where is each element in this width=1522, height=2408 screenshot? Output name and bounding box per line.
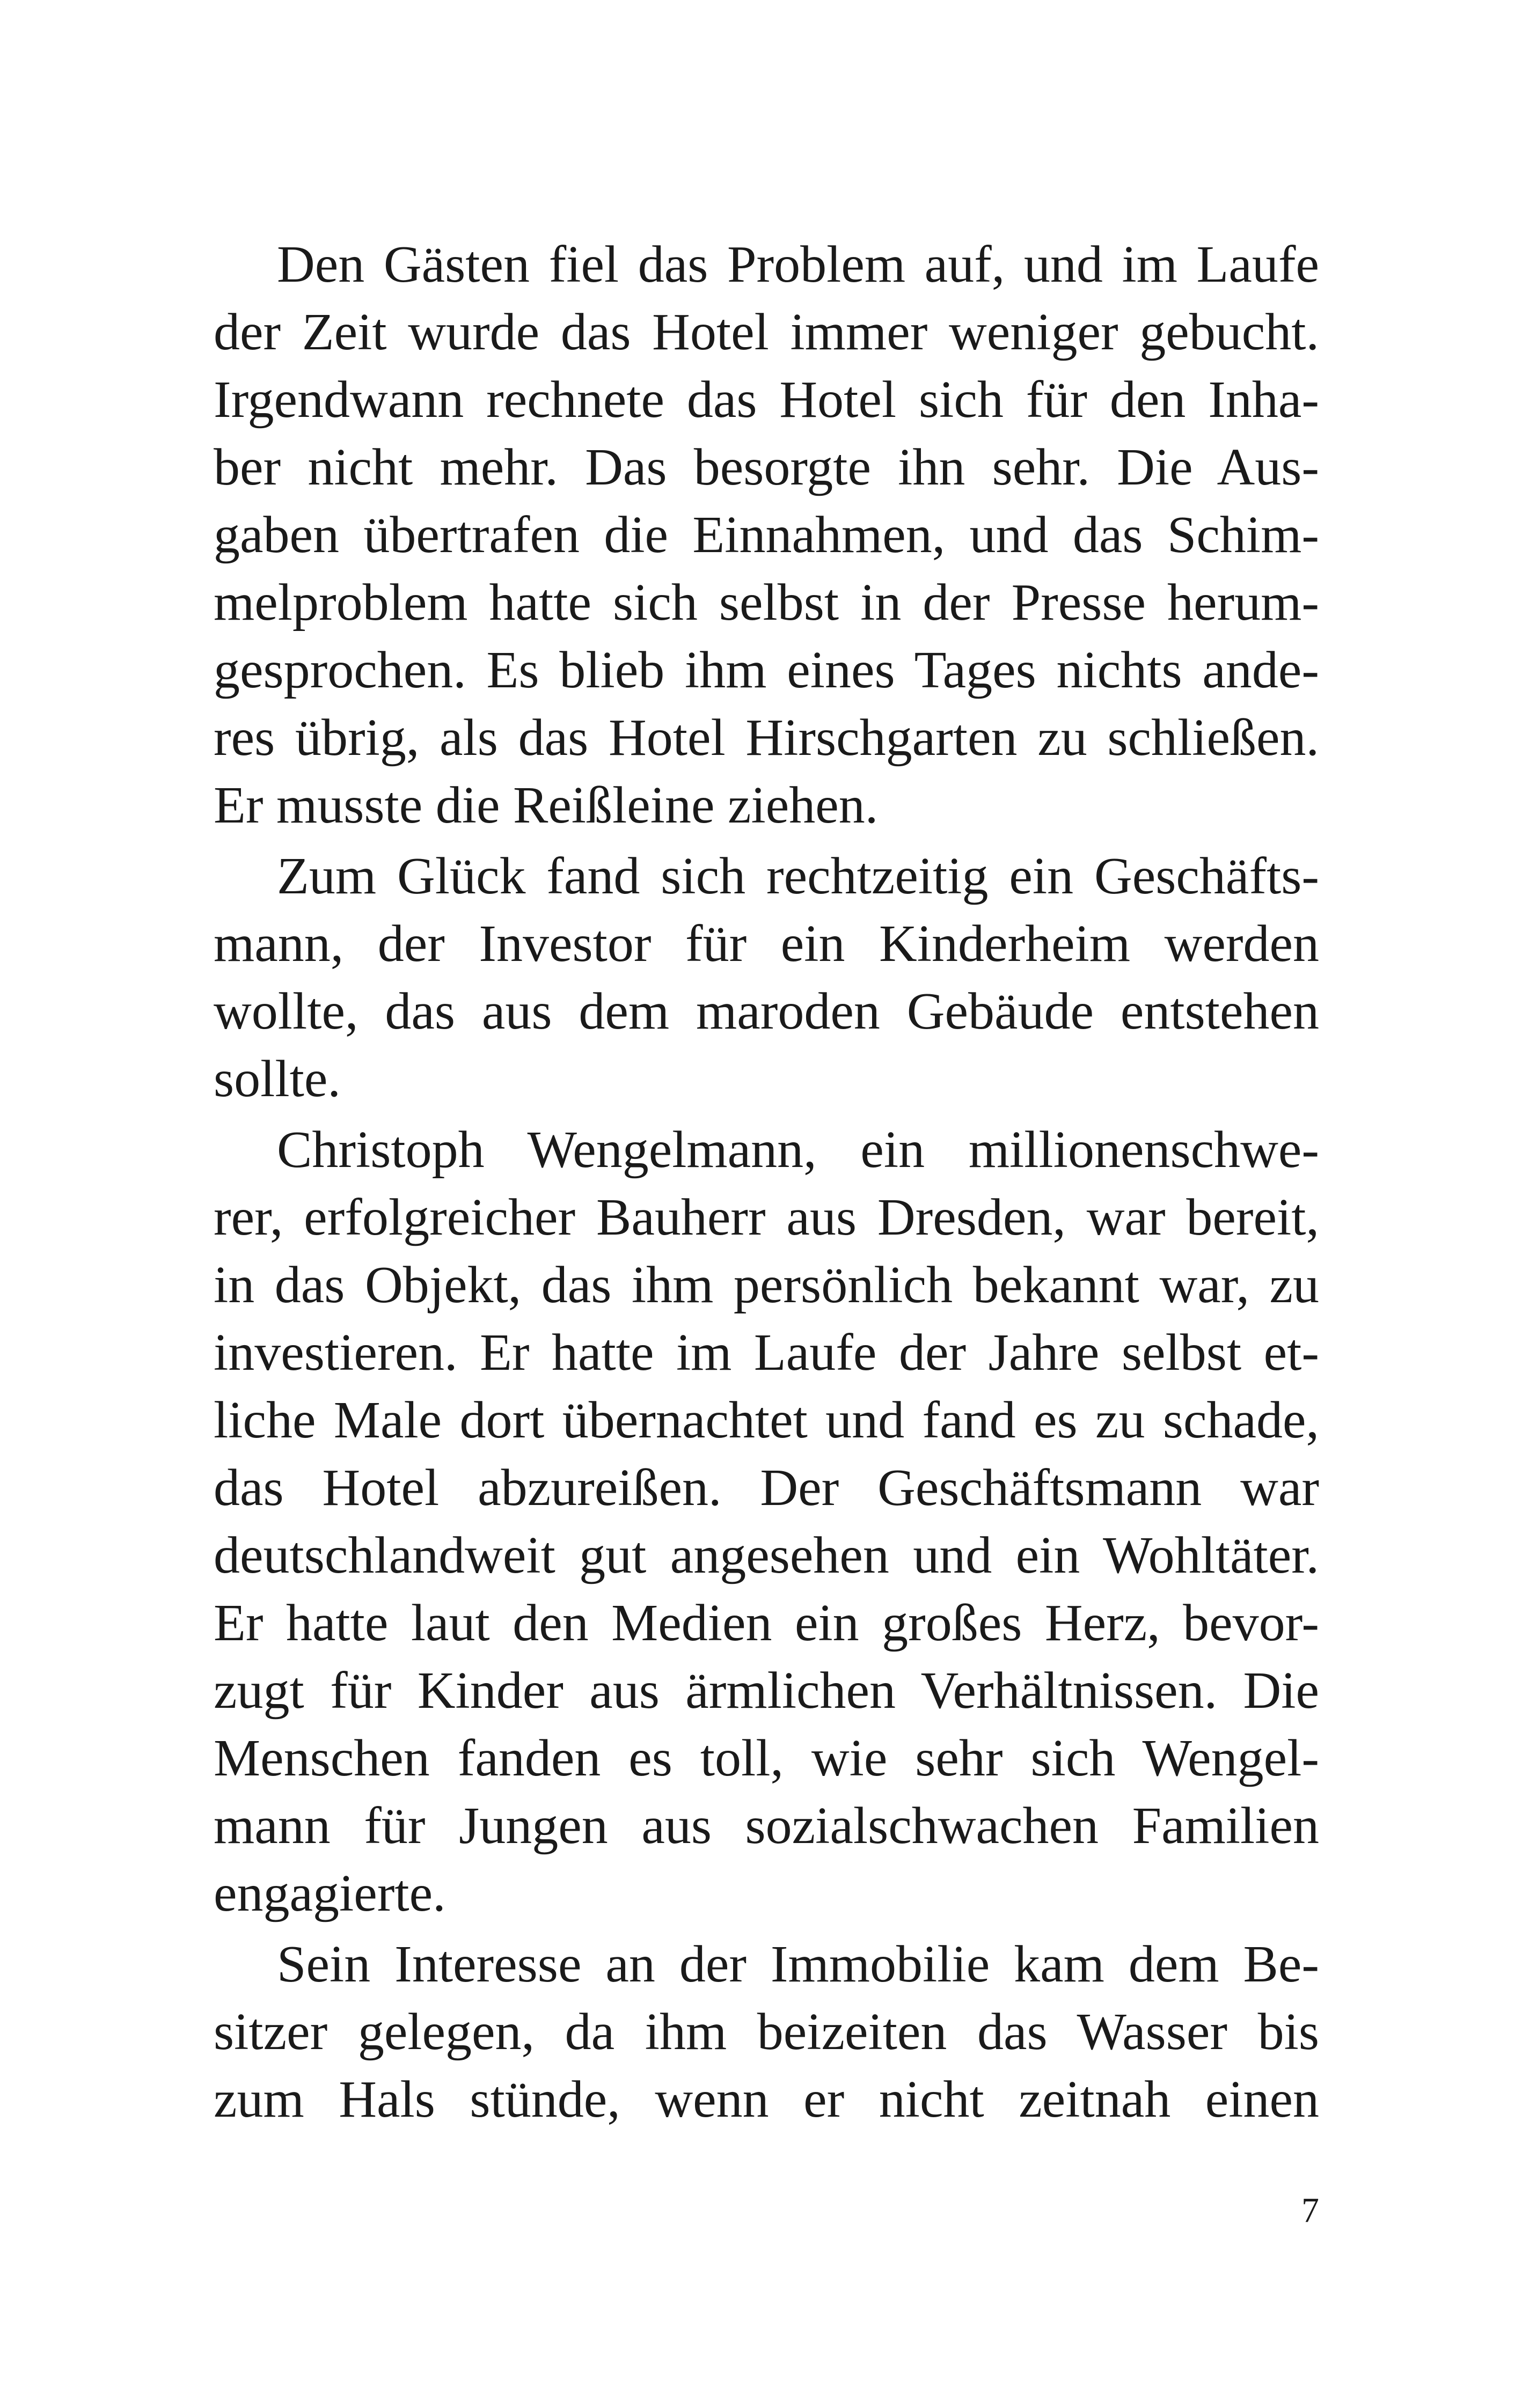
page-number: 7 — [1301, 2191, 1319, 2230]
text-line: gesprochen. Es blieb ihm eines Tages nichts ande- — [214, 641, 1319, 699]
text-line: mann für Jungen aus sozialschwachen Familien — [214, 1797, 1319, 1855]
text-line: deutschlandweit gut angesehen und ein Wohltäter. — [214, 1526, 1319, 1584]
text-line: Er hatte laut den Medien ein großes Herz, bevor- — [214, 1594, 1319, 1652]
text-line: zum Hals stünde, wenn er nicht zeitnah einen — [214, 2071, 1319, 2128]
text-line: zugt für Kinder aus ärmlichen Verhältnissen. Die — [214, 1662, 1319, 1720]
text-line: der Zeit wurde das Hotel immer weniger gebucht. — [214, 303, 1319, 361]
text-line: investieren. Er hatte im Laufe der Jahre selbst et- — [214, 1324, 1319, 1382]
text-line: sollte. — [214, 1050, 341, 1108]
text-line: gaben übertrafen die Einnahmen, und das Schim- — [214, 506, 1319, 564]
text-line: das Hotel abzureißen. Der Geschäftsmann war — [214, 1459, 1319, 1517]
text-line: Sein Interesse an der Immobilie kam dem Be- — [277, 1935, 1319, 1993]
text-line: liche Male dort übernachtet und fand es zu schade, — [214, 1391, 1319, 1449]
body-text — [214, 231, 1319, 2133]
text-line: Den Gästen fiel das Problem auf, und im Laufe — [277, 236, 1319, 293]
text-line: engagierte. — [214, 1864, 446, 1922]
text-line: mann, der Investor für ein Kinderheim werden — [214, 915, 1319, 973]
text-line: rer, erfolgreicher Bauherr aus Dresden, war bereit, — [214, 1188, 1319, 1246]
text-line: Er musste die Reißleine ziehen. — [214, 776, 879, 834]
text-line: Zum Glück fand sich rechtzeitig ein Geschäfts- — [277, 847, 1319, 905]
text-line: Irgendwann rechnete das Hotel sich für den Inha- — [214, 371, 1319, 429]
text-line: in das Objekt, das ihm persönlich bekannt war, zu — [214, 1256, 1319, 1314]
text-line: sitzer gelegen, da ihm beizeiten das Wasser bis — [214, 2003, 1319, 2061]
text-line: ber nicht mehr. Das besorgte ihn sehr. Die Aus- — [214, 438, 1319, 496]
text-line: Menschen fanden es toll, wie sehr sich Wengel- — [214, 1729, 1319, 1787]
text-line: wollte, das aus dem maroden Gebäude entstehen — [214, 982, 1319, 1040]
text-line: Christoph Wengelmann, ein millionenschwe- — [277, 1121, 1319, 1179]
text-line: melproblem hatte sich selbst in der Presse herum- — [214, 574, 1319, 632]
text-line: res übrig, als das Hotel Hirschgarten zu schließen. — [214, 709, 1319, 767]
